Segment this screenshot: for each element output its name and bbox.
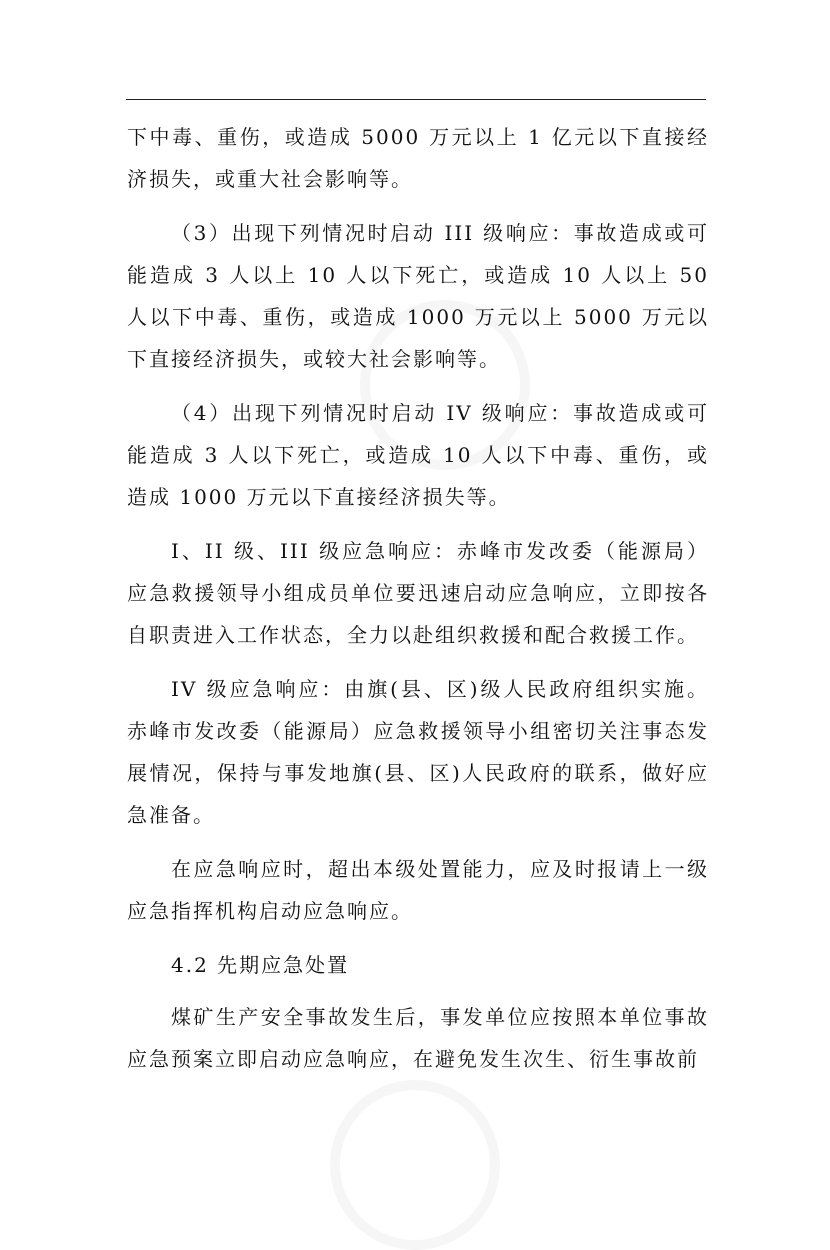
paragraph-major-response-continued: 下中毒、重伤，或造成 5000 万元以上 1 亿元以下直接经济损失，或重大社会影响等。 xyxy=(127,125,709,191)
paragraph-level-3-response: （3）出现下列情况时启动 III 级响应：事故造成或可能造成 3 人以上 10 人以下死亡，或造成 10 人以上 50 人以下中毒、重伤，或造成 1000 万元以上 5000 万元以下直接经济损失，或较大社会影响等。 xyxy=(127,221,709,371)
paragraph-initial-response: 煤矿生产安全事故发生后，事发单位应按照本单位事故应急预案立即启动应急响应，在避免发生次生、衍生事故前 xyxy=(127,1005,709,1071)
paragraph-escalation: 在应急响应时，超出本级处置能力，应及时报请上一级应急指挥机构启动应急响应。 xyxy=(127,857,709,923)
document-body xyxy=(127,116,709,1092)
paragraph-level-1-3-actions: I、II 级、III 级应急响应：赤峰市发改委（能源局）应急救援领导小组成员单位要迅速启动应急响应，立即按各自职责进入工作状态，全力以赴组织救援和配合救援工作。 xyxy=(127,539,709,647)
paragraph-level-4-response: （4）出现下列情况时启动 IV 级响应：事故造成或可能造成 3 人以下死亡，或造成 10 人以下中毒、重伤，或造成 1000 万元以下直接经济损失等。 xyxy=(127,401,709,509)
paragraph-level-4-actions: IV 级应急响应：由旗(县、区)级人民政府组织实施。赤峰市发改委（能源局）应急救援领导小组密切关注事态发展情况，保持与事发地旗(县、区)人民政府的联系，做好应急准备。 xyxy=(127,677,709,827)
header-rule xyxy=(126,99,706,100)
section-heading-4-2: 4.2 先期应急处置 xyxy=(171,953,350,977)
watermark xyxy=(330,1080,500,1250)
